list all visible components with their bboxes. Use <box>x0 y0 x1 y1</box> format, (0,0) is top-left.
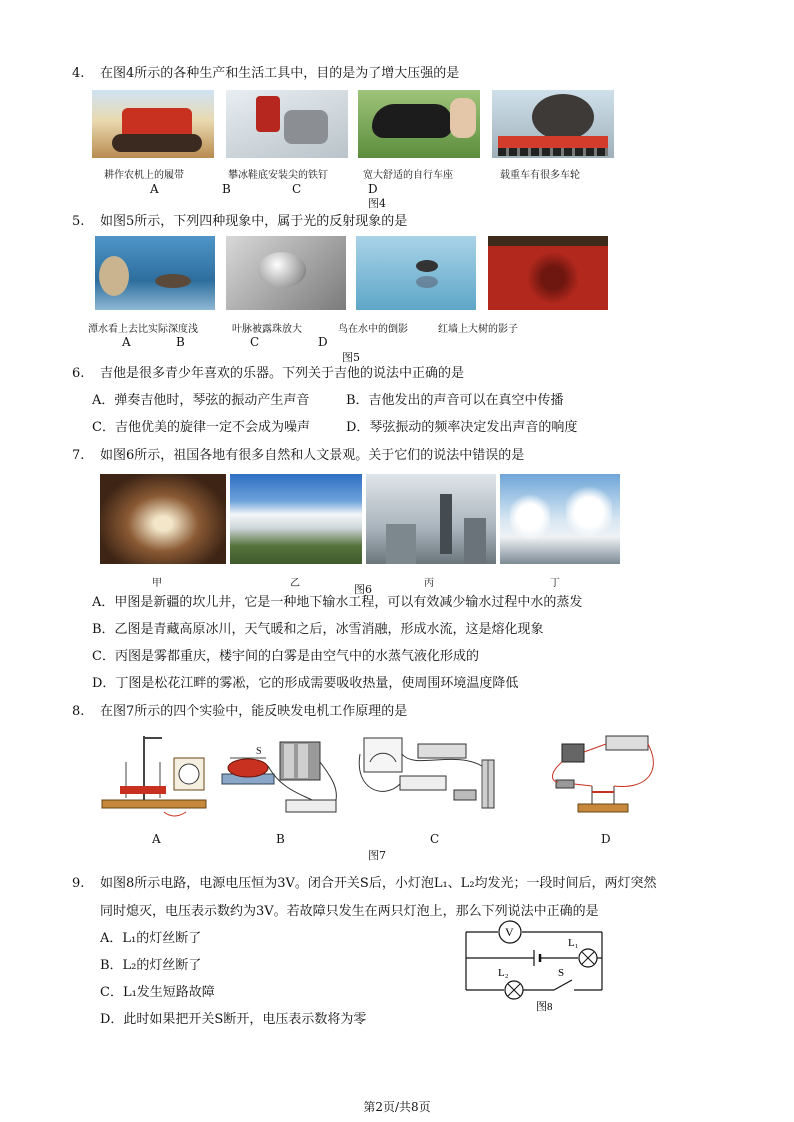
foggy-city-photo <box>366 474 496 564</box>
q5-letter-d: D <box>318 335 328 349</box>
switch-s-symbol <box>554 980 572 990</box>
question-7-stem: 7. 如图6所示，祖国各地有很多自然和人文景观。关于它们的说法中错误的是 <box>72 448 525 463</box>
tractor-track-photo <box>92 90 214 158</box>
q4-caption-c: 宽大舒适的自行车座 <box>363 170 453 181</box>
karez-photo <box>100 474 226 564</box>
question-4-stem: 4. 在图4所示的各种生产和生活工具中，目的是为了增大压强的是 <box>72 66 460 81</box>
question-5-stem: 5. 如图5所示，下列四种现象中，属于光的反射现象的是 <box>72 214 408 229</box>
pond-depth-photo <box>95 236 215 310</box>
experiment-a-diagram <box>98 728 214 824</box>
question-8-stem: 8. 在图7所示的四个实验中，能反映发电机工作原理的是 <box>72 704 408 719</box>
q5-letter-c: C <box>250 335 260 349</box>
figure-8-label: 图8 <box>536 1001 553 1013</box>
q7-option-c: C．丙图是雾都重庆，楼宇间的白雾是由空气中的水蒸气液化形成的 <box>92 649 479 664</box>
heavy-truck-photo <box>492 90 614 158</box>
switch-s-label: S <box>558 967 565 979</box>
q9-option-b: B．L₂的灯丝断了 <box>100 958 202 973</box>
lamp-l2-label: L₂ <box>498 967 509 979</box>
figure-7-label: 图7 <box>368 849 386 862</box>
figure-6-label: 图6 <box>354 583 372 596</box>
rime-photo <box>500 474 620 564</box>
experiment-d-diagram <box>548 730 660 824</box>
question-6-stem: 6. 吉他是很多青少年喜欢的乐器。下列关于吉他的说法中正确的是 <box>72 366 465 381</box>
experiment-c-diagram <box>354 730 502 824</box>
bike-seat-photo <box>358 90 480 158</box>
voltmeter-label: V <box>505 925 514 939</box>
q6-option-c: C．吉他优美的旋律一定不会成为噪声 <box>92 420 310 435</box>
q5-caption-a: 潭水看上去比实际深度浅 <box>88 324 198 335</box>
q9-option-c: C．L₁发生短路故障 <box>100 985 215 1000</box>
q7-option-b: B．乙图是青藏高原冰川，天气暖和之后，冰雪消融，形成水流，这是熔化现象 <box>92 622 544 637</box>
q7-caption-jia: 甲 <box>152 578 162 589</box>
q8-letter-c: C <box>430 832 440 846</box>
q6-option-b: B．吉他发出的声音可以在真空中传播 <box>346 393 564 408</box>
q9-option-a: A．L₁的灯丝断了 <box>100 931 202 946</box>
experiment-b-diagram <box>220 738 344 824</box>
q8-letter-a: A <box>152 832 161 846</box>
q4-caption-a: 耕作农机上的履带 <box>104 170 184 181</box>
q9-option-d: D．此时如果把开关S断开，电压表示数将为零 <box>100 1012 367 1027</box>
glacier-photo <box>230 474 362 564</box>
q7-option-a: A．甲图是新疆的坎儿井，它是一种地下输水工程，可以有效减少输水过程中水的蒸发 <box>92 595 583 610</box>
question-9-line1: 9. 如图8所示电路，电源电压恒为3V。闭合开关S后，小灯泡L₁、L₂均发光；一段时间后，两灯突然 <box>72 876 657 891</box>
q7-caption-bing: 丙 <box>424 578 434 589</box>
q8-letter-d: D <box>601 832 611 846</box>
q4-caption-b: 攀冰鞋底安装尖的铁钉 <box>228 170 328 181</box>
q6-option-d: D．琴弦振动的频率决定发出声音的响度 <box>346 420 578 435</box>
q8-letter-b: B <box>276 832 285 846</box>
q4-letter-b: B <box>222 182 231 196</box>
q7-caption-yi: 乙 <box>290 578 300 589</box>
figure-4-label: 图4 <box>368 197 386 210</box>
q5-caption-c: 鸟在水中的倒影 <box>338 324 408 335</box>
lamp-l1-label: L₁ <box>568 937 579 949</box>
ice-cleat-photo <box>226 90 348 158</box>
q4-letter-a: A <box>150 182 159 196</box>
q5-letter-a: A <box>122 335 131 349</box>
red-wall-shadow-photo <box>488 236 608 310</box>
q6-option-a: A．弹奏吉他时，琴弦的振动产生声音 <box>92 393 310 408</box>
dew-drop-photo <box>226 236 346 310</box>
q4-caption-d: 载重车有很多车轮 <box>500 170 580 181</box>
circuit-diagram-figure-8 <box>460 920 608 1016</box>
bird-reflection-photo <box>356 236 476 310</box>
experiment-b-switch-label: S <box>256 746 262 757</box>
q4-letter-d: D <box>368 182 378 196</box>
q7-option-d: D．丁图是松花江畔的雾凇，它的形成需要吸收热量，使周围环境温度降低 <box>92 676 519 691</box>
question-9-line2: 同时熄灭，电压表示数约为3V。若故障只发生在两只灯泡上，那么下列说法中正确的是 <box>100 904 599 919</box>
q5-caption-b: 叶脉被露珠放大 <box>232 324 302 335</box>
figure-5-label: 图5 <box>342 351 360 364</box>
q5-letter-b: B <box>176 335 185 349</box>
q4-letter-c: C <box>292 182 302 196</box>
page-number-footer: 第2页/共8页 <box>363 1100 431 1114</box>
q5-caption-d: 红墙上大树的影子 <box>438 324 518 335</box>
q7-caption-ding: 丁 <box>550 578 560 589</box>
